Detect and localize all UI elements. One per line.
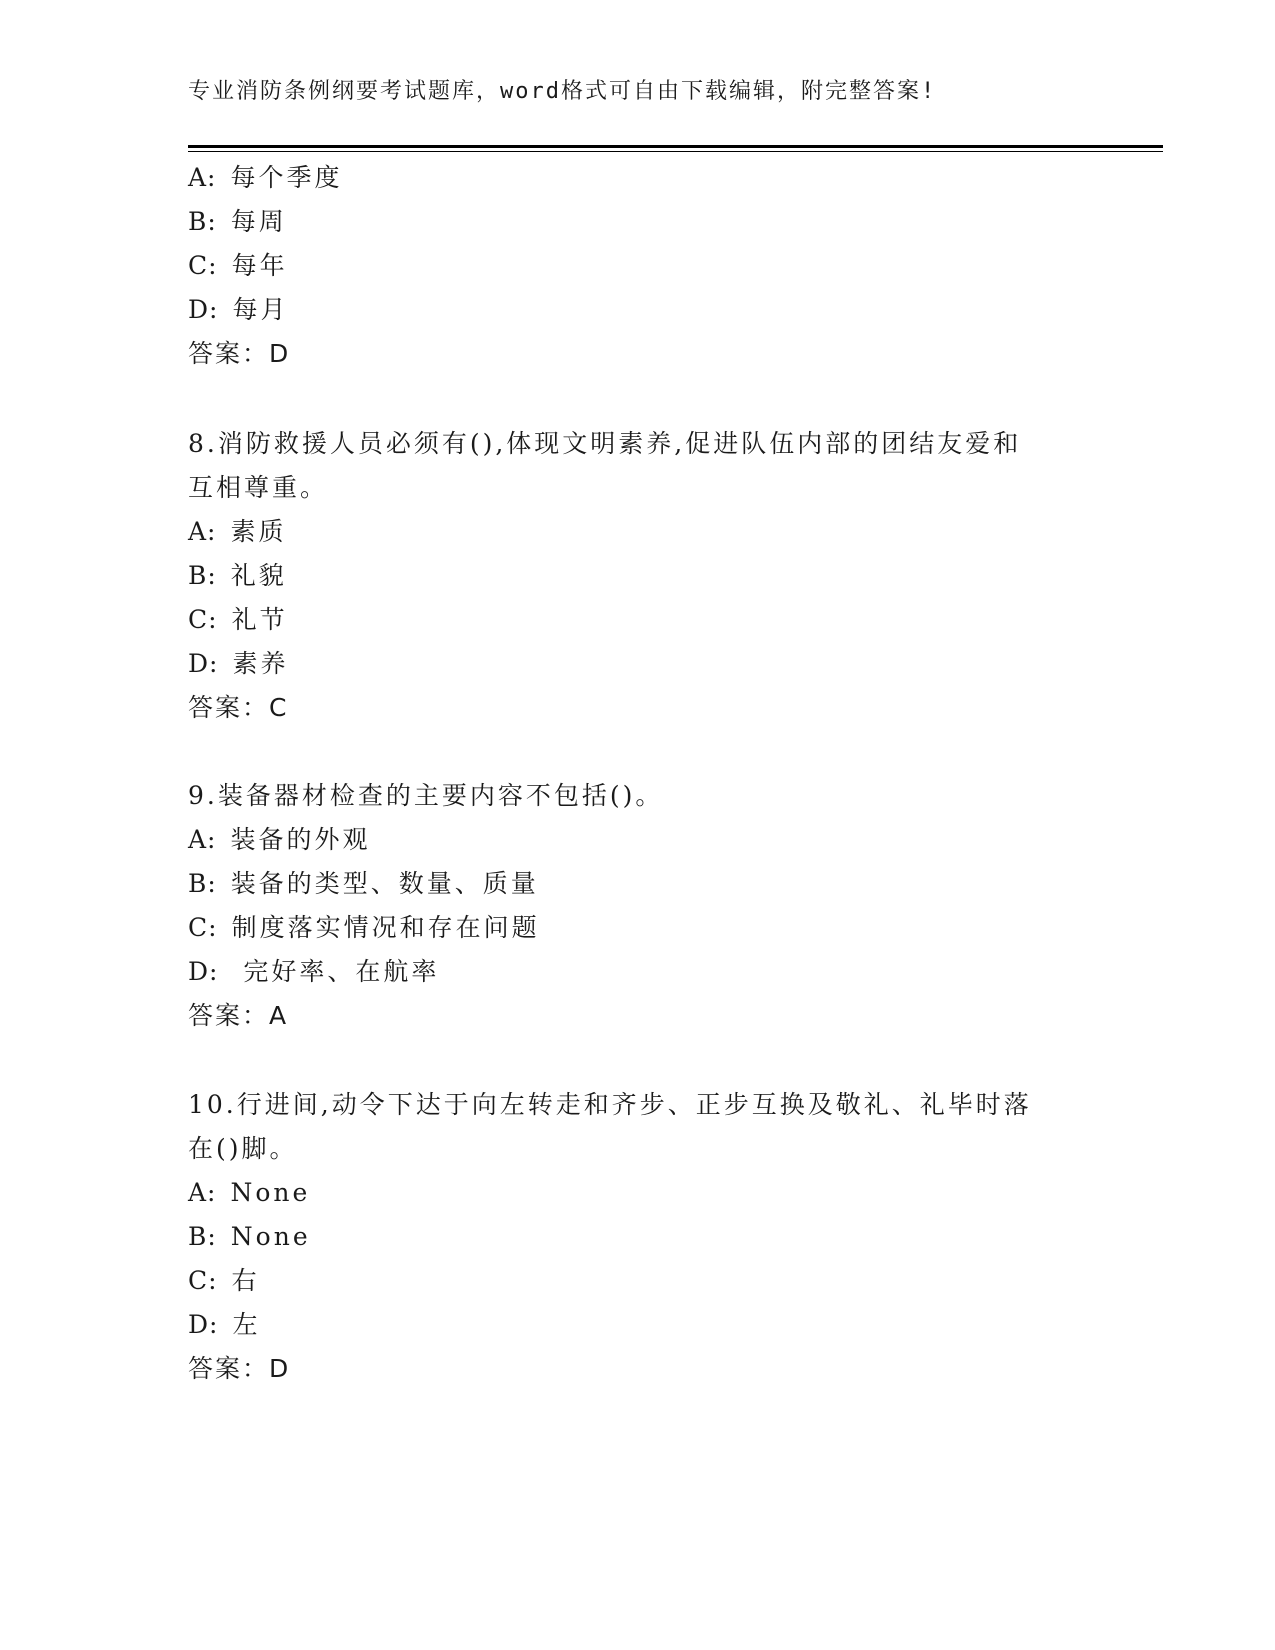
option-a <box>188 163 343 193</box>
option-a <box>188 1178 310 1208</box>
option-text: None <box>230 1222 311 1251</box>
option-text: 每个季度 <box>230 163 343 192</box>
option-text: 每年 <box>231 251 288 280</box>
option-text: 右 <box>231 1266 260 1295</box>
question-text-continued: 在()脚。 <box>188 1134 298 1163</box>
option-text: 左 <box>232 1310 261 1339</box>
question-text: 8.消防救援人员必须有(),体现文明素养,促进队伍内部的团结友爱和 <box>188 429 1022 458</box>
header-divider <box>188 145 1163 148</box>
option-label: B: <box>188 561 217 590</box>
option-text: 装备的外观 <box>230 825 371 854</box>
option-label: A: <box>188 825 217 854</box>
option-b <box>188 561 287 591</box>
option-d <box>188 295 288 325</box>
question-text-continued: 互相尊重。 <box>188 473 329 502</box>
option-label: A: <box>188 163 217 192</box>
option-label: C: <box>188 605 218 634</box>
option-label: B: <box>188 1222 217 1251</box>
option-text: 装备的类型、数量、质量 <box>230 869 539 898</box>
answer-line: 答案：A <box>188 1001 289 1030</box>
option-label: B: <box>188 207 217 236</box>
option-b <box>188 869 539 899</box>
option-c <box>188 1266 260 1296</box>
option-label: A: <box>188 1178 217 1207</box>
option-c <box>188 913 540 943</box>
option-a <box>188 825 371 855</box>
option-a <box>188 517 287 547</box>
option-text: 素质 <box>230 517 287 546</box>
option-c <box>188 605 288 635</box>
option-text: 素养 <box>232 649 289 678</box>
option-text: None <box>230 1178 311 1207</box>
option-text: 完好率、在航率 <box>232 957 440 986</box>
option-text: 制度落实情况和存在问题 <box>231 913 540 942</box>
question-text: 10.行进间,动令下达于向左转走和齐步、正步互换及敬礼、礼毕时落 <box>188 1090 1032 1119</box>
option-label: D: <box>188 295 219 324</box>
answer-line: 答案：C <box>188 693 289 722</box>
option-text: 每周 <box>230 207 287 236</box>
option-d <box>188 1310 260 1340</box>
option-text: 礼貌 <box>230 561 287 590</box>
page-header: 专业消防条例纲要考试题库，word格式可自由下载编辑，附完整答案! <box>188 79 937 104</box>
option-label: D: <box>188 957 219 986</box>
option-b <box>188 1222 311 1252</box>
option-label: A: <box>188 517 217 546</box>
option-b <box>188 207 287 237</box>
option-label: C: <box>188 913 218 942</box>
option-label: D: <box>188 649 219 678</box>
answer-line: 答案：D <box>188 1354 291 1383</box>
answer-line: 答案：D <box>188 339 291 368</box>
option-text: 每月 <box>232 295 289 324</box>
option-label: C: <box>188 251 218 280</box>
option-text: 礼节 <box>231 605 288 634</box>
question-text: 9.装备器材检查的主要内容不包括()。 <box>188 781 664 810</box>
header-divider-thin <box>188 151 1163 152</box>
option-label: C: <box>188 1266 218 1295</box>
option-d <box>188 957 439 987</box>
option-d <box>188 649 288 679</box>
option-label: D: <box>188 1310 219 1339</box>
option-c <box>188 251 288 281</box>
option-label: B: <box>188 869 217 898</box>
